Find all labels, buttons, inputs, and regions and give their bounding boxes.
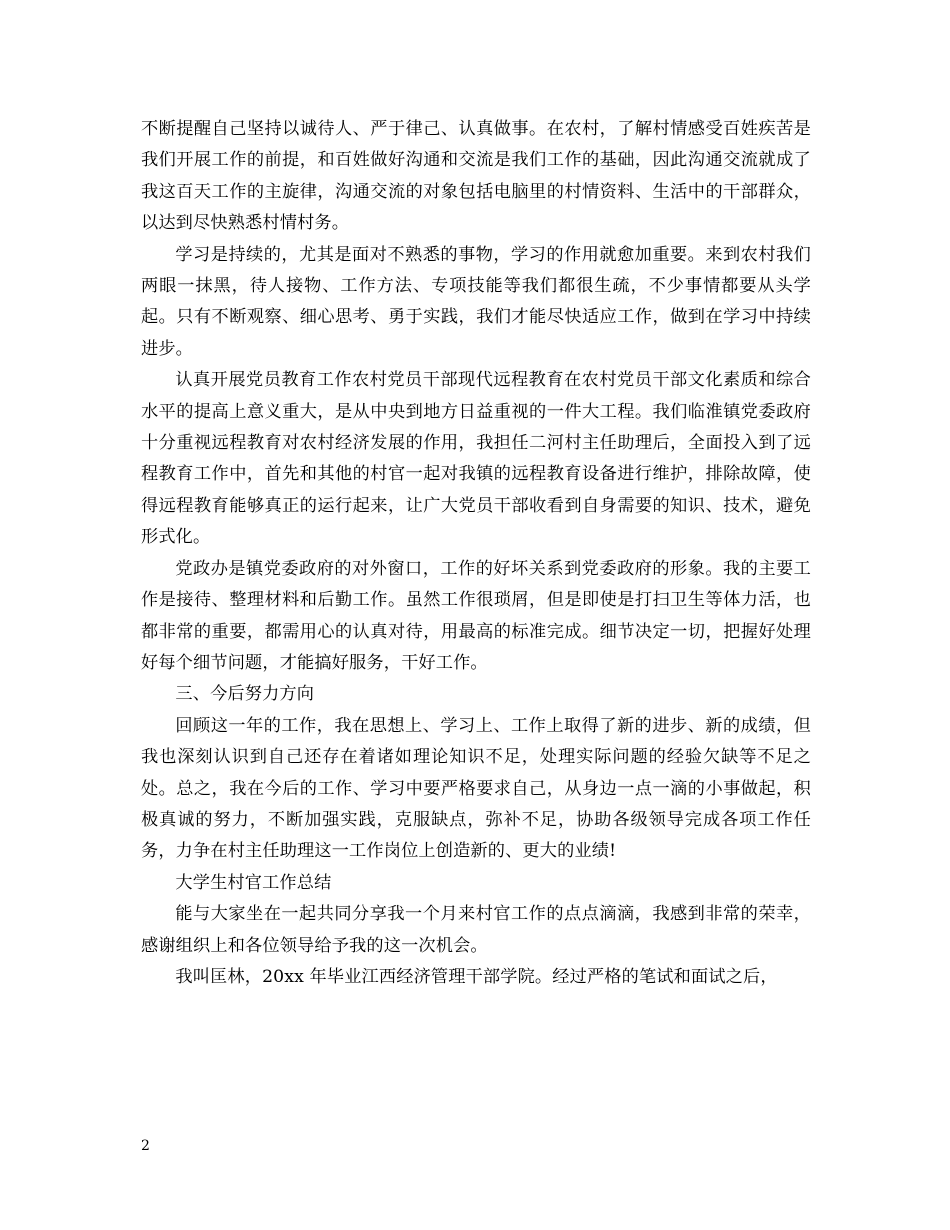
paragraph-learning: 学习是持续的，尤其是面对不熟悉的事物，学习的作用就愈加重要。来到农村我们两眼一抹黑，待人接物、工作方法、专项技能等我们都很生疏，不少事情都要从头学起。只有不断观察、细心思考、勇于实践，我们才能尽快适应工作，做到在学习中持续进步。 <box>141 244 811 359</box>
paragraph-sharing: 能与大家坐在一起共同分享我一个月来村官工作的点点滴滴，我感到非常的荣幸，感谢组织上和各位领导给予我的这一次机会。 <box>141 904 811 956</box>
document-body <box>141 114 811 993</box>
paragraph-introduction: 我叫匡林，20xx 年毕业江西经济管理干部学院。经过严格的笔试和面试之后， <box>175 966 778 987</box>
paragraph-party-office: 党政办是镇党委政府的对外窗口，工作的好坏关系到党委政府的形象。我的主要工作是接待、整理材料和后勤工作。虽然工作很琐屑，但是即使是打扫卫生等体力活，也都非常的重要，都需用心的认真对待，用最高的标准完成。细节决定一切，把握好处理好每个细节问题，才能搞好服务，干好工作。 <box>141 558 811 673</box>
page-number: 2 <box>141 1138 150 1154</box>
section-heading-summary-title: 大学生村官工作总结 <box>175 872 332 893</box>
section-heading-future-direction: 三、今后努力方向 <box>175 684 315 705</box>
paragraph-remote-education: 认真开展党员教育工作农村党员干部现代远程教育在农村党员干部文化素质和综合水平的提高上意义重大，是从中央到地方日益重视的一件大工程。我们临淮镇党委政府十分重视远程教育对农村经济发展的作用，我担任二河村主任助理后，全面投入到了远程教育工作中，首先和其他的村官一起对我镇的远程教育设备进行维护，排除故障，使得远程教育能够真正的运行起来，让广大党员干部收看到自身需要的知识、技术，避免形式化。 <box>141 370 811 548</box>
paragraph-continuation: 不断提醒自己坚持以诚待人、严于律己、认真做事。在农村，了解村情感受百姓疾苦是我们开展工作的前提，和百姓做好沟通和交流是我们工作的基础，因此沟通交流就成了我这百天工作的主旋律，沟通交流的对象包括电脑里的村情资料、生活中的干部群众，以达到尽快熟悉村情村务。 <box>141 119 811 234</box>
paragraph-review: 回顾这一年的工作，我在思想上、学习上、工作上取得了新的进步、新的成绩，但我也深刻认识到自己还存在着诸如理论知识不足，处理实际问题的经验欠缺等不足之处。总之，我在今后的工作、学习中要严格要求自己，从身边一点一滴的小事做起，积极真诚的努力，不断加强实践，克服缺点，弥补不足，协助各级领导完成各项工作任务，力争在村主任助理这一工作岗位上创造新的、更大的业绩! <box>141 715 811 862</box>
